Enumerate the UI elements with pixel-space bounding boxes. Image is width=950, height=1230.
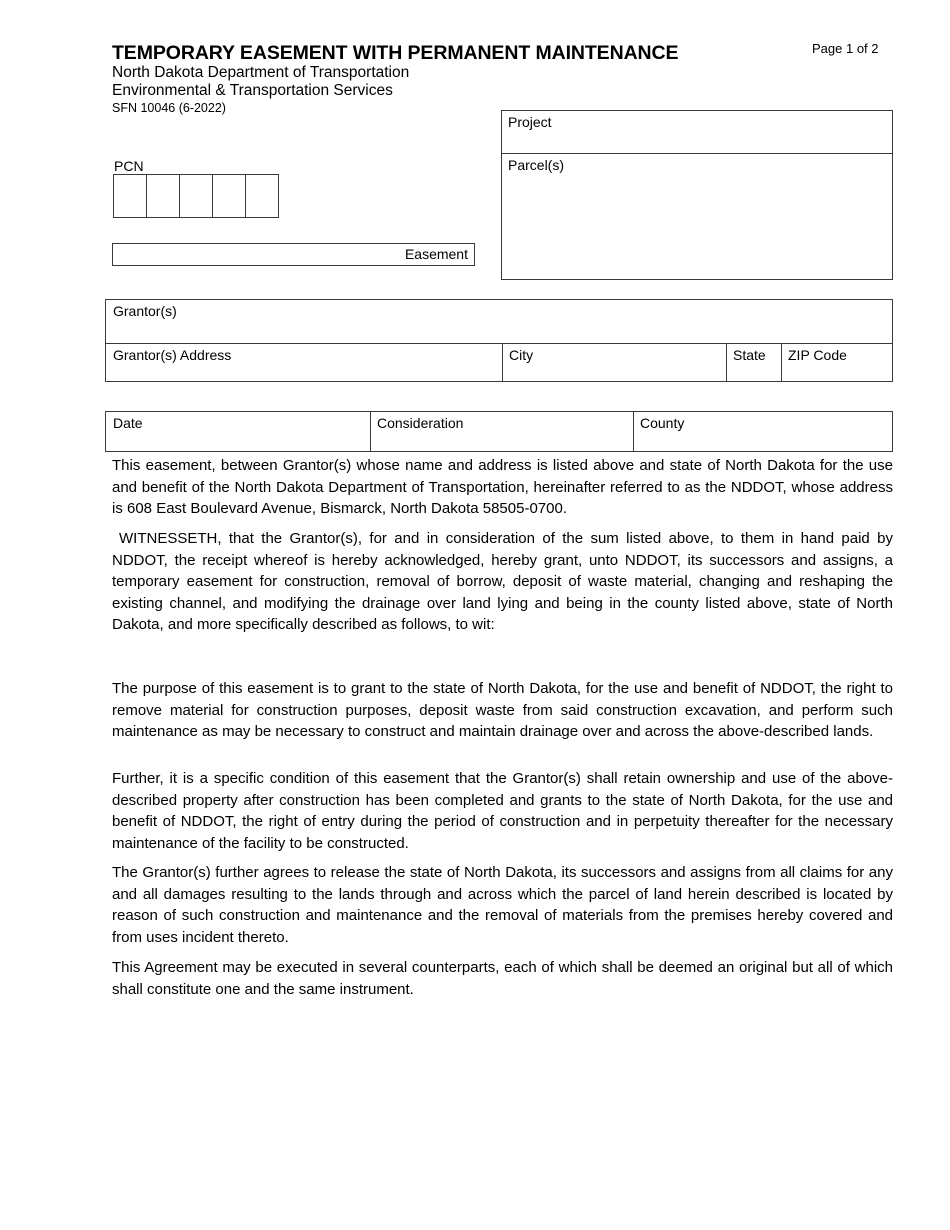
city-input[interactable] <box>503 360 726 381</box>
easement-field[interactable] <box>112 243 475 266</box>
county-label: County <box>640 415 685 431</box>
paragraph-purpose: The purpose of this easement is to grant to the state of North Dakota, for the use and benefit of NDDOT, the right to remove material for construction purposes, deposit waste from said construction excavation, and perform such maintenance as may be necessary to construct and maintain drainage over and across the above-described lands. <box>112 680 893 740</box>
parcel-label: Parcel(s) <box>508 157 565 173</box>
grantor-name-input[interactable] <box>106 300 892 343</box>
date-label: Date <box>113 415 143 431</box>
pcn-label: PCN <box>114 158 144 174</box>
date-consideration-county-table <box>105 411 893 452</box>
grantor-label: Grantor(s) <box>113 303 177 319</box>
grantor-name-row <box>106 300 892 344</box>
date-input[interactable] <box>106 430 370 451</box>
pcn-digit-2[interactable] <box>146 174 180 218</box>
paragraph-counterparts: This Agreement may be executed in several counterparts, each of which shall be deemed an original but all of which shall constitute one and the same instrument. <box>112 959 893 998</box>
state-label: State <box>733 347 766 363</box>
pcn-digit-1[interactable] <box>113 174 147 218</box>
project-field[interactable] <box>501 110 893 154</box>
paragraph-easement-intro: This easement, between Grantor(s) whose name and address is listed above and state of North Dakota for the use and benefit of the North Dakota Department of Transportation, hereinafter referred to as the NDDOT, whose address is 608 East Boulevard Avenue, Bismarck, North Dakota 58505-0700. <box>112 457 893 517</box>
zip-label: ZIP Code <box>788 347 847 363</box>
zip-input[interactable] <box>782 360 892 381</box>
pcn-field-group <box>113 174 279 218</box>
grantor-address-input[interactable] <box>106 360 502 381</box>
form-number: SFN 10046 (6-2022) <box>112 101 226 115</box>
pcn-digit-5[interactable] <box>245 174 279 218</box>
state-input[interactable] <box>727 360 781 381</box>
parcel-field[interactable] <box>501 153 893 280</box>
consideration-label: Consideration <box>377 415 464 431</box>
agency-division: Environmental & Transportation Services <box>112 82 393 99</box>
consideration-input[interactable] <box>371 430 633 451</box>
pcn-digit-4[interactable] <box>212 174 246 218</box>
city-label: City <box>509 347 534 363</box>
pcn-digit-3[interactable] <box>179 174 213 218</box>
easement-label: Easement <box>404 246 468 262</box>
paragraph-further-condition: Further, it is a specific condition of this easement that the Grantor(s) shall retain ownership and use of the above-described property after construction has been completed and grants to the state of North Dakota, for the use and benefit of NDDOT, the right of entry during the period of construction and in perpetuity thereafter for the necessary maintenance of the facility to be constructed. <box>112 770 893 852</box>
project-label: Project <box>508 114 552 130</box>
grantor-table <box>105 299 893 382</box>
paragraph-witnesseth: WITNESSETH, that the Grantor(s), for and in consideration of the sum listed above, to them in hand paid by NDDOT, the receipt whereof is hereby acknowledged, hereby grant, unto NDDOT, its successors and assigns, a temporary easement for construction, removal of borrow, deposit of waste material, changing and reshaping the existing channel, and modifying the drainage over land lying and being in the county listed above, state of North Dakota, and more specifically described as follows, to wit: <box>112 530 893 633</box>
agency-name: North Dakota Department of Transportation <box>112 64 410 81</box>
grantor-address-row <box>106 344 892 381</box>
page-title: TEMPORARY EASEMENT WITH PERMANENT MAINTENANCE <box>112 42 679 64</box>
grantor-address-label: Grantor(s) Address <box>113 347 232 363</box>
paragraph-release: The Grantor(s) further agrees to release the state of North Dakota, its successors and assigns from all claims for any and all damages resulting to the lands through and across which the parcel of land herein described is located by reason of such construction and maintenance and the removal of materials from the premises hereby covered and from uses incident thereto. <box>112 864 893 946</box>
page-indicator: Page 1 of 2 <box>812 41 879 56</box>
county-input[interactable] <box>634 430 892 451</box>
